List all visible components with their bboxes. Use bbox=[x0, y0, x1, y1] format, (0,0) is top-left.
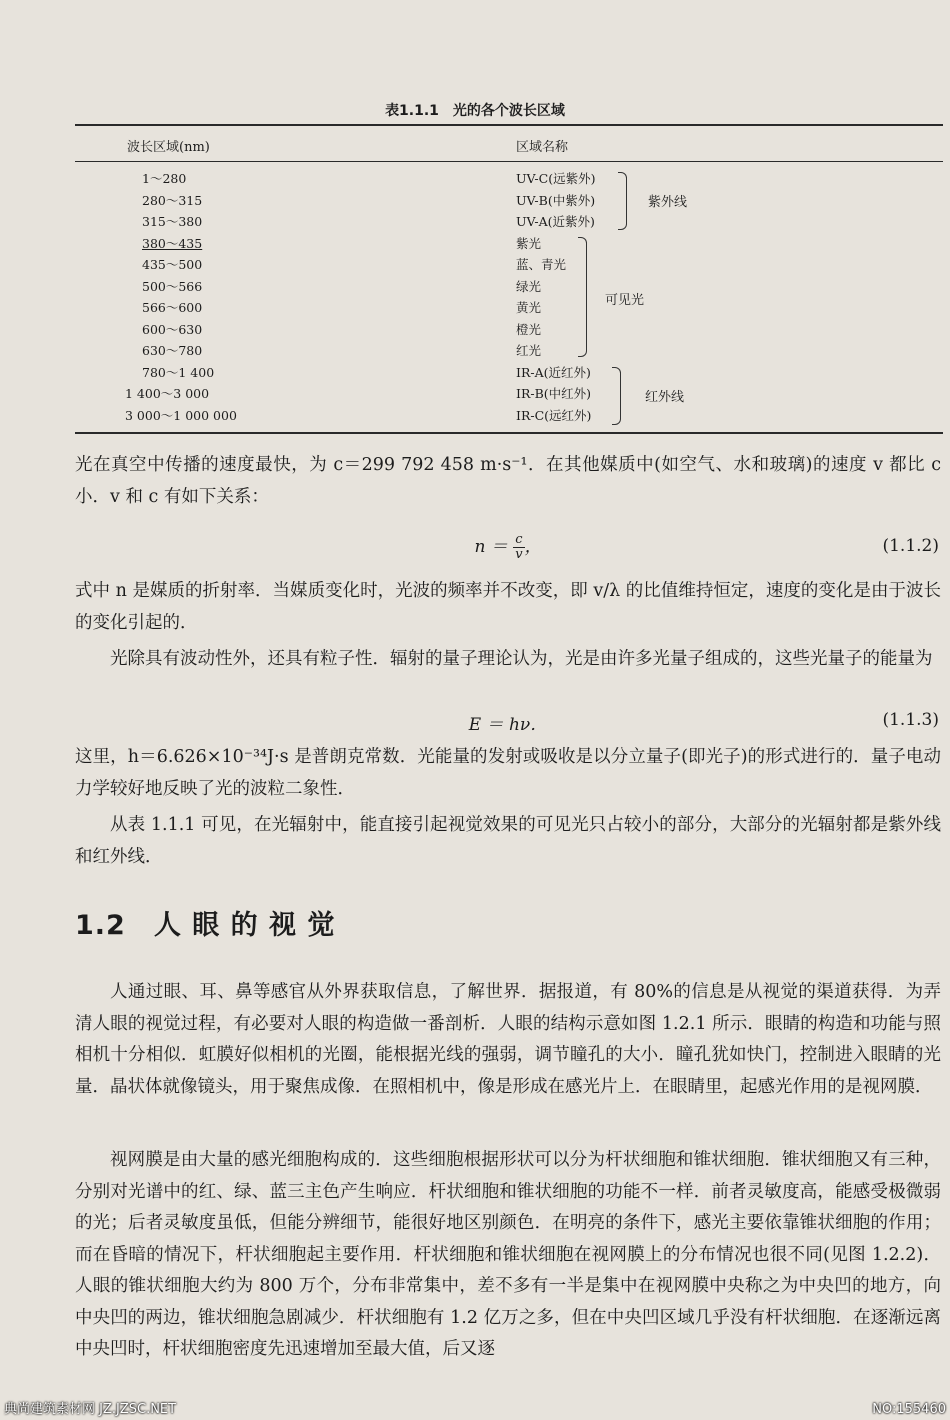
table-cell: 橙光 bbox=[516, 321, 542, 337]
uv-brace bbox=[618, 172, 627, 230]
table-cell: 630～780 bbox=[142, 343, 203, 358]
section-title: 人 眼 的 视 觉 bbox=[153, 910, 336, 941]
column-header-wavelength: 波长区域(nm) bbox=[127, 140, 210, 155]
table-cell: 435～500 bbox=[142, 257, 203, 272]
equation-1-1-3 bbox=[75, 710, 941, 742]
paragraph: 式中 n 是媒质的折射率．当媒质变化时，光波的频率并不改变，即 v/λ 的比值维持恒定，速度的变化是由于波长的变化引起的． bbox=[75, 581, 941, 633]
fraction-numerator: c bbox=[513, 533, 524, 548]
watermark-footer bbox=[0, 1398, 950, 1420]
table-cell: UV-C(远紫外) bbox=[516, 171, 596, 186]
table-caption: 表1.1.1 光的各个波长区域 bbox=[385, 103, 565, 119]
paragraph: 这里，h＝6.626×10⁻³⁴J·s 是普朗克常数．光能量的发射或吸收是以分立量子(即光子)的形式进行的．量子电动力学较好地反映了光的波粒二象性． bbox=[75, 747, 941, 799]
table-header-rule bbox=[75, 161, 943, 162]
table-cell: 780～1 400 bbox=[142, 364, 215, 380]
table-cell: 280～315 bbox=[142, 192, 203, 208]
table-cell: 绿光 bbox=[516, 278, 542, 294]
table-cell: 566～600 bbox=[142, 300, 203, 315]
table-cell: 380～435 bbox=[142, 235, 203, 251]
visible-group-label: 可见光 bbox=[605, 293, 645, 308]
table-cell: 600～630 bbox=[142, 321, 203, 337]
table-cell: 500～566 bbox=[142, 278, 203, 294]
paragraph: 光在真空中传播的速度最快，为 c＝299 792 458 m·s⁻¹．在其他媒质中(如空气、水和玻璃)的速度 v 都比 c 小．v 和 c 有如下关系： bbox=[75, 455, 941, 507]
uv-group-label: 紫外线 bbox=[648, 195, 688, 210]
equation-fraction bbox=[513, 533, 524, 562]
table-cell: 紫光 bbox=[516, 235, 542, 251]
equation-expr: E ＝ hν． bbox=[468, 715, 548, 735]
wavelength-column bbox=[100, 168, 260, 426]
table-cell: IR-B(中红外) bbox=[516, 386, 592, 401]
paragraph: 人通过眼、耳、鼻等感官从外界获取信息，了解世界．据报道，有 80%的信息是从视觉的渠道获得．为弄清人眼的视觉过程，有必要对人眼的构造做一番剖析．人眼的结构示意如图 1.2.1 所示．眼睛的构造和功能与照相机十分相似．虹膜好似相机的光圈，能根据光线的强弱，调节瞳孔的大小．瞳孔犹如快门，控制进入眼睛的光量．晶状体就像镜头，用于聚焦成像．在照相机中，像是形成在感光片上．在眼睛里，起感光作用的是视网膜． bbox=[75, 982, 941, 1097]
equation-1-1-2 bbox=[75, 532, 941, 564]
paragraph: 光除具有波动性外，还具有粒子性．辐射的量子理论认为，光是由许多光量子组成的，这些光量子的能量为 bbox=[110, 649, 933, 669]
table-cell: IR-A(近红外) bbox=[516, 364, 591, 380]
table-cell: UV-A(近紫外) bbox=[516, 214, 595, 229]
table-cell: 红光 bbox=[516, 343, 542, 358]
table-cell: 3 000～1 000 000 bbox=[125, 407, 237, 423]
table-cell: 1 400～3 000 bbox=[125, 386, 210, 401]
equation-number: (1.1.3) bbox=[882, 710, 939, 730]
watermark-number: NO:155460 bbox=[872, 1402, 946, 1417]
column-header-region: 区域名称 bbox=[516, 140, 569, 155]
table-top-rule bbox=[75, 124, 943, 126]
table-cell: 蓝、青光 bbox=[516, 257, 567, 272]
fraction-denominator: v bbox=[515, 547, 523, 562]
paragraph: 视网膜是由大量的感光细胞构成的．这些细胞根据形状可以分为杆状细胞和锥状细胞．锥状细胞又有三种，分别对光谱中的红、绿、蓝三主色产生响应．杆状细胞和锥状细胞的功能不一样．前者灵敏度高，能感受极微弱的光；后者灵敏度虽低，但能分辨细节，能很好地区别颜色．在明亮的条件下，感光主要依靠锥状细胞的作用；而在昏暗的情况下，杆状细胞起主要作用．杆状细胞和锥状细胞在视网膜上的分布情况也很不同(见图 1.2.2)．人眼的锥状细胞大约为 800 万个，分布非常集中，差不多有一半是集中在视网膜中央称之为中央凹的地方，向中央凹的两边，锥状细胞急剧减少．杆状细胞有 1.2 亿万之多，但在中央凹区域几乎没有杆状细胞．在逐渐远离中央凹时，杆状细胞密度先迅速增加至最大值，后又逐 bbox=[75, 1150, 941, 1359]
table-cell: 1～280 bbox=[142, 171, 187, 186]
watermark-site: 典尚建筑素材网 JZ.JZSC.NET bbox=[4, 1402, 177, 1417]
table-cell: 315～380 bbox=[142, 214, 203, 229]
ir-group-label: 红外线 bbox=[645, 390, 685, 405]
section-heading bbox=[75, 903, 335, 942]
ir-brace bbox=[612, 367, 621, 425]
visible-brace bbox=[578, 237, 587, 357]
paragraph: 从表 1.1.1 可见，在光辐射中，能直接引起视觉效果的可见光只占较小的部分，大部分的光辐射都是紫外线和红外线． bbox=[75, 815, 941, 867]
table-cell: UV-B(中紫外) bbox=[516, 192, 596, 208]
section-number: 1.2 bbox=[75, 910, 126, 941]
equation-number: (1.1.2) bbox=[882, 536, 939, 556]
equation-lhs: n ＝ bbox=[474, 537, 508, 557]
table-cell: IR-C(远红外) bbox=[516, 407, 592, 423]
table-cell: 黄光 bbox=[516, 300, 542, 315]
table-bottom-rule bbox=[75, 432, 943, 434]
equation-tail: ， bbox=[524, 537, 542, 557]
